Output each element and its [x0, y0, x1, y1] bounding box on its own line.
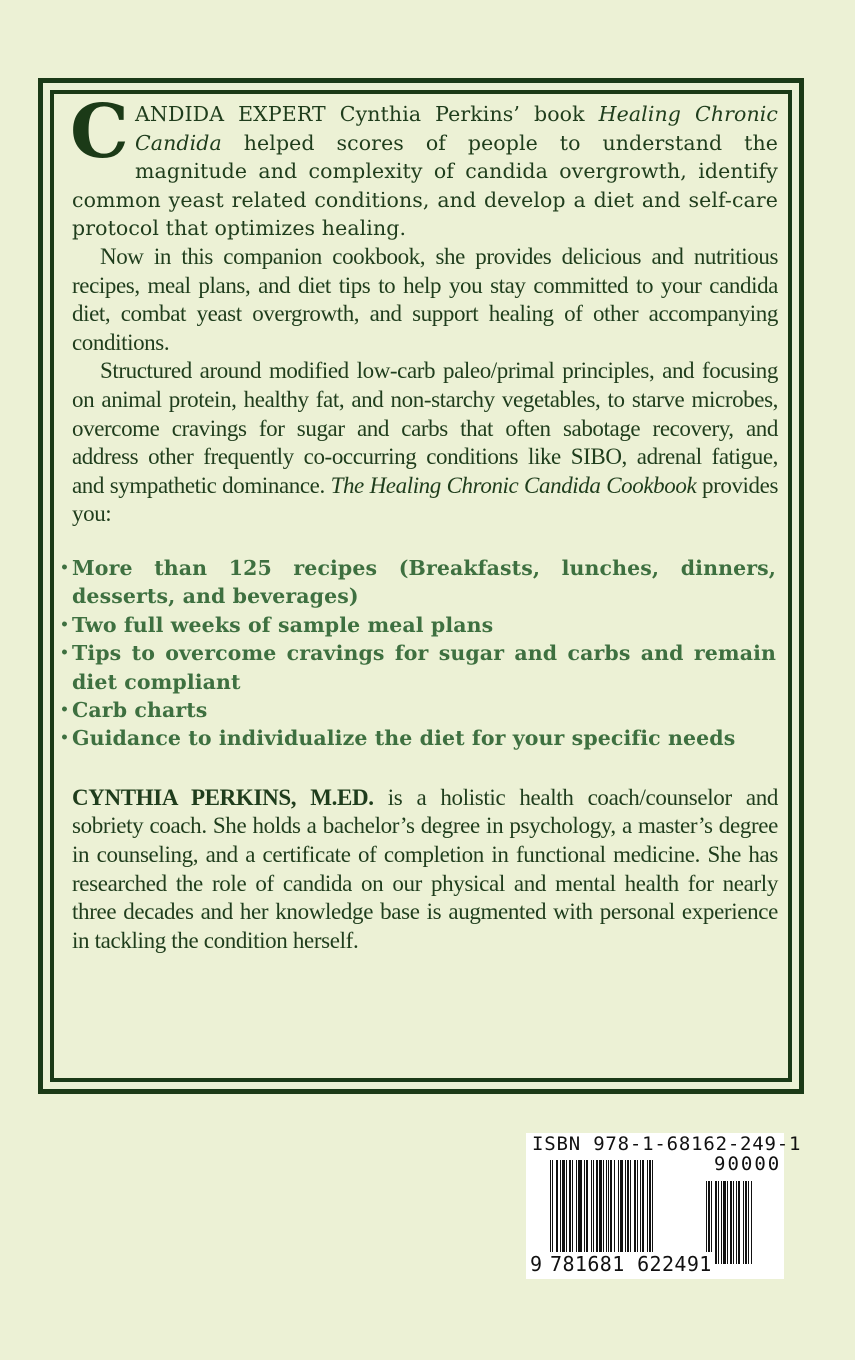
ean-barcode-bars [550, 1160, 694, 1260]
isbn-label: ISBN 978-1-68162-249-1 [532, 1133, 802, 1155]
feature-text: Two full weeks of sample meal plans [72, 612, 494, 637]
author-name: CYNTHIA PERKINS, M.ED. [72, 784, 374, 810]
book-title-reference: Healing Chronic Candida [135, 102, 779, 155]
intro-rest-text: helped scores of people to understand the magnitude and complexity of candida overgrowth, identify common yeast related conditions, and develop a diet and self-care protocol that optimizes healing. [72, 130, 778, 241]
price-code: 90000 [714, 1153, 782, 1175]
feature-item-meal-plans [60, 611, 778, 639]
addon-barcode-bars [706, 1181, 778, 1264]
author-bio-text: is a holistic health coach/counselor and sobriety coach. She holds a bachelor’s degree in psychology, a master’s degree in counseling, and a certificate of completion in functional medicine. She has researched the role of candida on our physical and mental health for nearly three decades and her knowledge base is augmented with personal experience in tackling the condition herself. [72, 784, 778, 953]
bullet-icon: • [60, 559, 70, 576]
isbn-barcode [526, 1133, 802, 1279]
feature-item-recipes [60, 554, 778, 611]
ean-number [530, 1252, 712, 1276]
feature-text: Carb charts [72, 697, 208, 722]
feature-item-cravings-tips [60, 639, 778, 696]
structure-lead-text: Structured around modified low-carb paleo/primal principles, and focusing on animal protein, healthy fat, and non-starchy vegetables, to starve microbes, overcome cravings for sugar and carbs that often sabotage recovery, and address other frequently co-occurring conditions like SIBO, adrenal fatigue, and sympathetic dominance. [72, 358, 778, 498]
intro-paragraph [70, 89, 779, 243]
cookbook-title-reference: The Healing Chronic Candida Cookbook [330, 472, 697, 498]
companion-paragraph: Now in this companion cookbook, she provides delicious and nutritious recipes, meal plans, and diet tips to help you stay committed to your candida diet, combat yeast overgrowth, and support healing of other accompanying conditions. [72, 243, 778, 355]
feature-text: More than 125 recipes (Breakfasts, lunches, dinners, desserts, and beverages) [72, 555, 776, 609]
feature-item-guidance [60, 724, 778, 752]
structure-rest-text: provides you: [72, 472, 778, 527]
ean-digits: 781681 622491 [550, 1252, 712, 1276]
bullet-icon: • [60, 616, 70, 633]
author-bio [72, 784, 778, 956]
structure-paragraph [72, 357, 778, 529]
bullet-icon: • [60, 730, 70, 747]
feature-text: Tips to overcome cravings for sugar and carbs and remain diet compliant [72, 641, 776, 694]
back-cover-content [60, 89, 779, 955]
feature-text: Guidance to individualize the diet for your specific needs [72, 726, 736, 751]
intro-lead-text: ANDIDA EXPERT Cynthia Perkins’ book [135, 102, 599, 126]
bullet-icon: • [60, 645, 70, 662]
drop-cap-letter: C [70, 89, 129, 175]
features-list [60, 554, 778, 753]
bullet-icon: • [60, 701, 70, 718]
ean-first-digit: 9 [530, 1252, 543, 1276]
feature-item-carb-charts [60, 696, 778, 724]
